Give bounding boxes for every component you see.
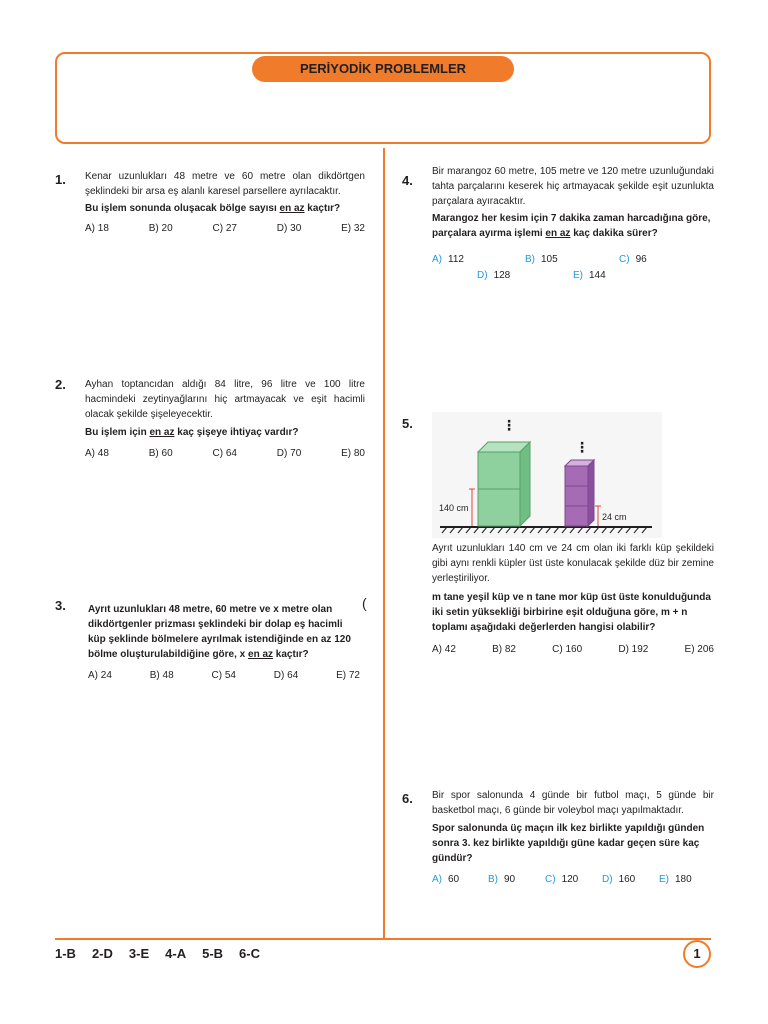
option-e[interactable]: E) 32	[341, 223, 365, 234]
option-e[interactable]: E) 144	[573, 270, 606, 281]
option-c[interactable]: C) 54	[211, 670, 236, 681]
answer-3: 3-E	[128, 946, 150, 961]
column-divider	[383, 148, 385, 938]
option-d[interactable]: D) 64	[273, 670, 299, 681]
question-text: Bir marangoz 60 metre, 105 metre ve 120 metre uzunluğundaki tahta parçalarını keserek hiç artmayacak şekilde eşit uzunlukta parçalara ayıracaktır.	[432, 166, 714, 207]
option-b[interactable]: B) 90	[488, 874, 516, 885]
purple-cube-stack	[565, 460, 594, 526]
continuation-dots: ⋮	[502, 418, 516, 434]
question-number: 4.	[402, 173, 413, 188]
option-b[interactable]: B) 105	[525, 254, 558, 265]
answer-2: 2-D	[91, 946, 113, 961]
question-number: 3.	[55, 598, 66, 613]
label-140cm: 140 cm	[439, 503, 469, 513]
options-row	[85, 223, 365, 234]
options-row	[88, 670, 360, 681]
option-a[interactable]: A) 42	[432, 644, 456, 655]
option-c[interactable]: C) 96	[619, 254, 647, 265]
green-cube-stack	[478, 442, 530, 526]
question-prompt: Marangoz her kesim için 7 dakika zaman harcadığına göre, parçalara ayırma işlemi en az kaç dakika sürer?	[432, 213, 711, 239]
question-5	[432, 541, 714, 655]
question-prompt: Spor salonunda üç maçın ilk kez birlikte yapıldığı günden sonra 3. kez birlikte yapıldığı güne kadar geçen süre kaç gündür?	[432, 823, 705, 864]
answer-key	[55, 946, 260, 961]
question-number: 1.	[55, 172, 66, 187]
option-c[interactable]: C) 64	[212, 448, 237, 459]
question-number: 2.	[55, 377, 66, 392]
answer-1: 1-B	[55, 946, 76, 961]
option-a[interactable]: A) 18	[85, 223, 109, 234]
option-a[interactable]: A) 60	[432, 874, 460, 885]
page-title: PERİYODİK PROBLEMLER	[252, 56, 514, 82]
option-b[interactable]: B) 60	[148, 448, 173, 459]
option-b[interactable]: B) 82	[492, 644, 516, 655]
question-text: Bir spor salonunda 4 günde bir futbol maçı, 5 günde bir basketbol maçı, 6 günde bir voleybol maçı yapılmaktadır.	[432, 790, 714, 816]
bracket-mark: (	[362, 595, 367, 611]
option-d[interactable]: D) 30	[276, 223, 302, 234]
question-text: Ayrıt uzunlukları 140 cm ve 24 cm olan iki farklı küp şekildeki gibi aynı renkli küpler üst üste konulacak şekilde düz bir zemine yerleştiriliyor.	[432, 543, 714, 584]
option-c[interactable]: C) 120	[545, 874, 579, 885]
option-e[interactable]: E) 72	[336, 670, 360, 681]
question-number: 6.	[402, 791, 413, 806]
option-b[interactable]: B) 20	[148, 223, 173, 234]
page-number: 1	[683, 940, 711, 968]
answer-5: 5-B	[202, 946, 224, 961]
option-e[interactable]: E) 180	[659, 874, 692, 885]
option-a[interactable]: A) 24	[88, 670, 112, 681]
option-d[interactable]: D) 70	[276, 448, 302, 459]
question-text: Ayhan toptancıdan aldığı 84 litre, 96 litre ve 100 litre hacmindeki zeytinyağlarını hiç artmayacak ve eşit hacimli olacak şekilde şişeleyecektir.	[85, 379, 365, 420]
question-prompt: m tane yeşil küp ve n tane mor küp üst üste konulduğunda iki setin yüksekliği birbirine eşit olduğuna göre, m + n toplamı aşağıdaki değerlerden hangisi olabilir?	[432, 592, 711, 633]
label-24cm: 24 cm	[602, 512, 627, 522]
question-prompt: Ayrıt uzunlukları 48 metre, 60 metre ve x metre olan dikdörtgenler prizması şeklindeki bir dolap eş hacimli küp şeklinde bölmelere ayrılmak istendiğinde en az 120 bölme oluşturulabildiğine göre, x en az kaçtır?	[88, 604, 351, 660]
question-number: 5.	[402, 416, 413, 431]
options-row	[432, 644, 714, 655]
option-d[interactable]: D) 192	[618, 644, 649, 655]
question-prompt: Bu işlem için en az kaç şişeye ihtiyaç vardır?	[85, 427, 299, 438]
answer-6: 6-C	[239, 946, 260, 961]
option-e[interactable]: E) 80	[341, 448, 365, 459]
option-a[interactable]: A) 112	[432, 254, 464, 265]
option-b[interactable]: B) 48	[149, 670, 174, 681]
option-c[interactable]: C) 160	[552, 644, 583, 655]
option-a[interactable]: A) 48	[85, 448, 109, 459]
option-c[interactable]: C) 27	[212, 223, 237, 234]
question-6	[432, 788, 714, 866]
options-row	[85, 448, 365, 459]
answer-4: 4-A	[165, 946, 187, 961]
option-d[interactable]: D) 128	[477, 270, 511, 281]
option-d[interactable]: D) 160	[602, 874, 636, 885]
option-e[interactable]: E) 206	[684, 644, 714, 655]
question-text: Kenar uzunlukları 48 metre ve 60 metre olan dikdörtgen şeklindeki bir arsa eş alanlı karesel parsellere ayrılacaktır.	[85, 171, 365, 197]
cubes-figure	[432, 412, 662, 538]
question-prompt: Bu işlem sonunda oluşacak bölge sayısı en az kaçtır?	[85, 203, 341, 214]
continuation-dots: ⋮	[575, 440, 589, 456]
footer-divider	[55, 938, 711, 940]
